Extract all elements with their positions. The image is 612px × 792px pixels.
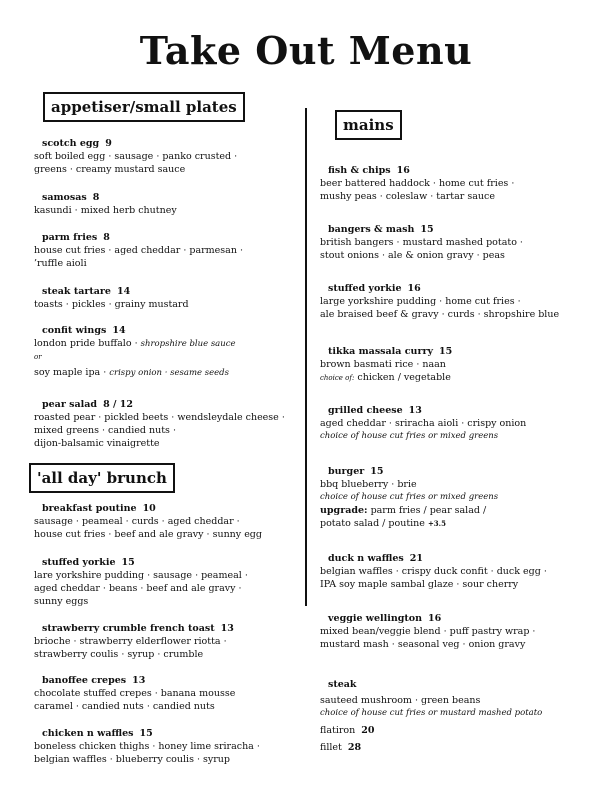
item-desc: mixed bean/veggie blend · puff pastry wrap · <box>320 626 536 637</box>
item-note: choice of house cut fries or mixed greens <box>320 431 499 441</box>
item-desc: house cut fries · beef and ale gravy · sunny egg <box>34 529 262 540</box>
item-name: veggie wellington <box>328 613 423 624</box>
item-desc: ’ruffle aioli <box>34 258 87 269</box>
menu-item-stuffed-yorkie-brunch <box>34 556 304 608</box>
item-desc: aged cheddar · beans · beef and ale gravy · <box>34 583 242 594</box>
item-price: 16 <box>428 613 442 624</box>
mains-heading: mains <box>335 110 402 140</box>
item-name: confit wings <box>42 325 107 336</box>
item-name: stuffed yorkie <box>328 283 402 294</box>
item-name: steak <box>328 679 357 690</box>
item-desc: bbq blueberry · brie <box>320 479 417 490</box>
item-desc: london pride buffalo · <box>34 338 141 349</box>
item-price: 8 <box>92 192 100 203</box>
item-price: 10 <box>142 503 156 514</box>
item-price: 16 <box>407 283 421 294</box>
item-desc-italic: shropshire blue sauce <box>140 339 236 349</box>
menu-item-stuffed-yorkie-main <box>320 282 590 321</box>
item-name: fish & chips <box>328 165 391 176</box>
item-desc: sunny eggs <box>34 596 89 607</box>
item-price: 15 <box>370 466 384 477</box>
item-name: tikka massala curry <box>328 346 433 357</box>
item-name: duck n waffles <box>328 553 404 564</box>
item-desc: british bangers · mustard mashed potato · <box>320 237 523 248</box>
item-desc: IPA soy maple sambal glaze · sour cherry <box>320 579 519 590</box>
choice-text: chicken / vegetable <box>357 372 451 383</box>
menu-item-confit-wings <box>34 324 304 380</box>
item-desc: kasundi · mixed herb chutney <box>34 205 177 216</box>
item-desc: house cut fries · aged cheddar · parmesan · <box>34 245 243 256</box>
steak-option-price: 28 <box>347 742 362 753</box>
item-name: stuffed yorkie <box>42 557 116 568</box>
menu-item-duck-n-waffles <box>320 552 590 591</box>
item-price: 14 <box>112 325 126 336</box>
item-name: breakfast poutine <box>42 503 137 514</box>
item-desc-italic: crispy onion · sesame seeds <box>109 368 229 378</box>
menu-item-grilled-cheese <box>320 404 590 443</box>
item-price: 8 / 12 <box>103 399 133 410</box>
item-name: parm fries <box>42 232 98 243</box>
item-desc: greens · creamy mustard sauce <box>34 164 186 175</box>
item-price: 15 <box>121 557 135 568</box>
item-desc: boneless chicken thighs · honey lime sriracha · <box>34 741 260 752</box>
item-desc: large yorkshire pudding · home cut fries · <box>320 296 521 307</box>
item-note: choice of house cut fries or mustard mashed potato <box>320 708 543 718</box>
item-price: 9 <box>105 138 112 149</box>
menu-item-strawberry-crumble <box>34 622 304 661</box>
item-price: 13 <box>132 675 146 686</box>
upgrade-text: parm fries / pear salad / <box>367 505 487 516</box>
item-price: 16 <box>396 165 410 176</box>
menu-item-scotch-egg <box>34 137 304 176</box>
item-note: choice of house cut fries or mixed greens <box>320 492 499 502</box>
item-name: strawberry crumble french toast <box>42 623 215 634</box>
menu-item-tikka-massala <box>320 345 590 384</box>
item-price: 21 <box>409 553 424 564</box>
item-name: pear salad <box>42 399 98 410</box>
item-desc: belgian waffles · blueberry coulis · syrup <box>34 754 230 765</box>
item-desc: stout onions · ale & onion gravy · peas <box>320 250 505 261</box>
item-desc: lare yorkshire pudding · sausage · peameal · <box>34 570 248 581</box>
item-desc: chocolate stuffed crepes · banana mousse <box>34 688 236 699</box>
item-name: steak tartare <box>42 286 111 297</box>
item-desc: brioche · strawberry elderflower riotta · <box>34 636 227 647</box>
menu-item-steak-tartare <box>34 285 304 311</box>
column-divider <box>305 108 307 606</box>
choice-label: choice of: <box>320 374 355 382</box>
steak-option-price: 20 <box>361 725 375 736</box>
menu-item-bangers-mash <box>320 223 590 262</box>
item-price: 13 <box>220 623 234 634</box>
item-desc: mustard mash · seasonal veg · onion gravy <box>320 639 526 650</box>
item-desc: brown basmati rice · naan <box>320 359 446 370</box>
upgrade-text-2: potato salad / poutine <box>320 518 428 529</box>
upgrade-price: +3.5 <box>427 519 446 528</box>
item-desc: mushy peas · coleslaw · tartar sauce <box>320 191 495 202</box>
item-price: 13 <box>408 405 422 416</box>
menu-item-fish-chips <box>320 164 590 203</box>
or-label: or <box>34 353 42 361</box>
item-price: 15 <box>139 728 153 739</box>
item-name: grilled cheese <box>328 405 403 416</box>
item-desc: sausage · peameal · curds · aged cheddar · <box>34 516 240 527</box>
item-price: 15 <box>420 224 434 235</box>
item-name: banoffee crepes <box>42 675 127 686</box>
menu-item-pear-salad <box>34 398 304 450</box>
item-name: samosas <box>42 192 87 203</box>
item-name: chicken n waffles <box>42 728 134 739</box>
item-desc: soft boiled egg · sausage · panko crusted · <box>34 151 238 162</box>
item-desc: strawberry coulis · syrup · crumble <box>34 649 204 660</box>
brunch-heading: 'all day' brunch <box>29 463 175 493</box>
menu-item-banoffee-crepes <box>34 674 304 713</box>
upgrade-label: upgrade: <box>320 505 368 516</box>
menu-item-breakfast-poutine <box>34 502 304 541</box>
steak-option-fillet: fillet <box>320 742 342 753</box>
item-desc: sauteed mushroom · green beans <box>320 695 481 706</box>
item-price: 8 <box>103 232 110 243</box>
item-desc: aged cheddar · sriracha aioli · crispy onion <box>320 418 527 429</box>
menu-item-parm-fries <box>34 231 304 270</box>
item-name: scotch egg <box>42 138 100 149</box>
menu-item-chicken-n-waffles <box>34 727 304 766</box>
steak-option-flatiron: flatiron <box>320 725 356 736</box>
item-desc: soy maple ipa · <box>34 367 110 378</box>
menu-item-burger <box>320 465 590 530</box>
item-desc: mixed greens · candied nuts · <box>34 425 176 436</box>
item-price: 15 <box>438 346 453 357</box>
item-desc: belgian waffles · crispy duck confit · duck egg · <box>320 566 547 577</box>
page-title: Take Out Menu <box>139 28 473 73</box>
item-name: burger <box>328 466 365 477</box>
item-desc: dijon-balsamic vinaigrette <box>34 438 160 449</box>
menu-item-steak <box>320 678 590 756</box>
item-name: bangers & mash <box>328 224 415 235</box>
menu-item-samosas <box>34 191 304 217</box>
item-desc: ale braised beef & gravy · curds · shropshire blue <box>320 309 560 320</box>
item-price: 14 <box>116 286 131 297</box>
item-desc: caramel · candied nuts · candied nuts <box>34 701 215 712</box>
menu-item-veggie-wellington <box>320 612 590 651</box>
item-desc: toasts · pickles · grainy mustard <box>34 299 189 310</box>
appetiser-heading: appetiser/small plates <box>43 92 245 122</box>
item-desc: beer battered haddock · home cut fries · <box>320 178 515 189</box>
item-desc: roasted pear · pickled beets · wendsleydale cheese · <box>34 412 285 423</box>
